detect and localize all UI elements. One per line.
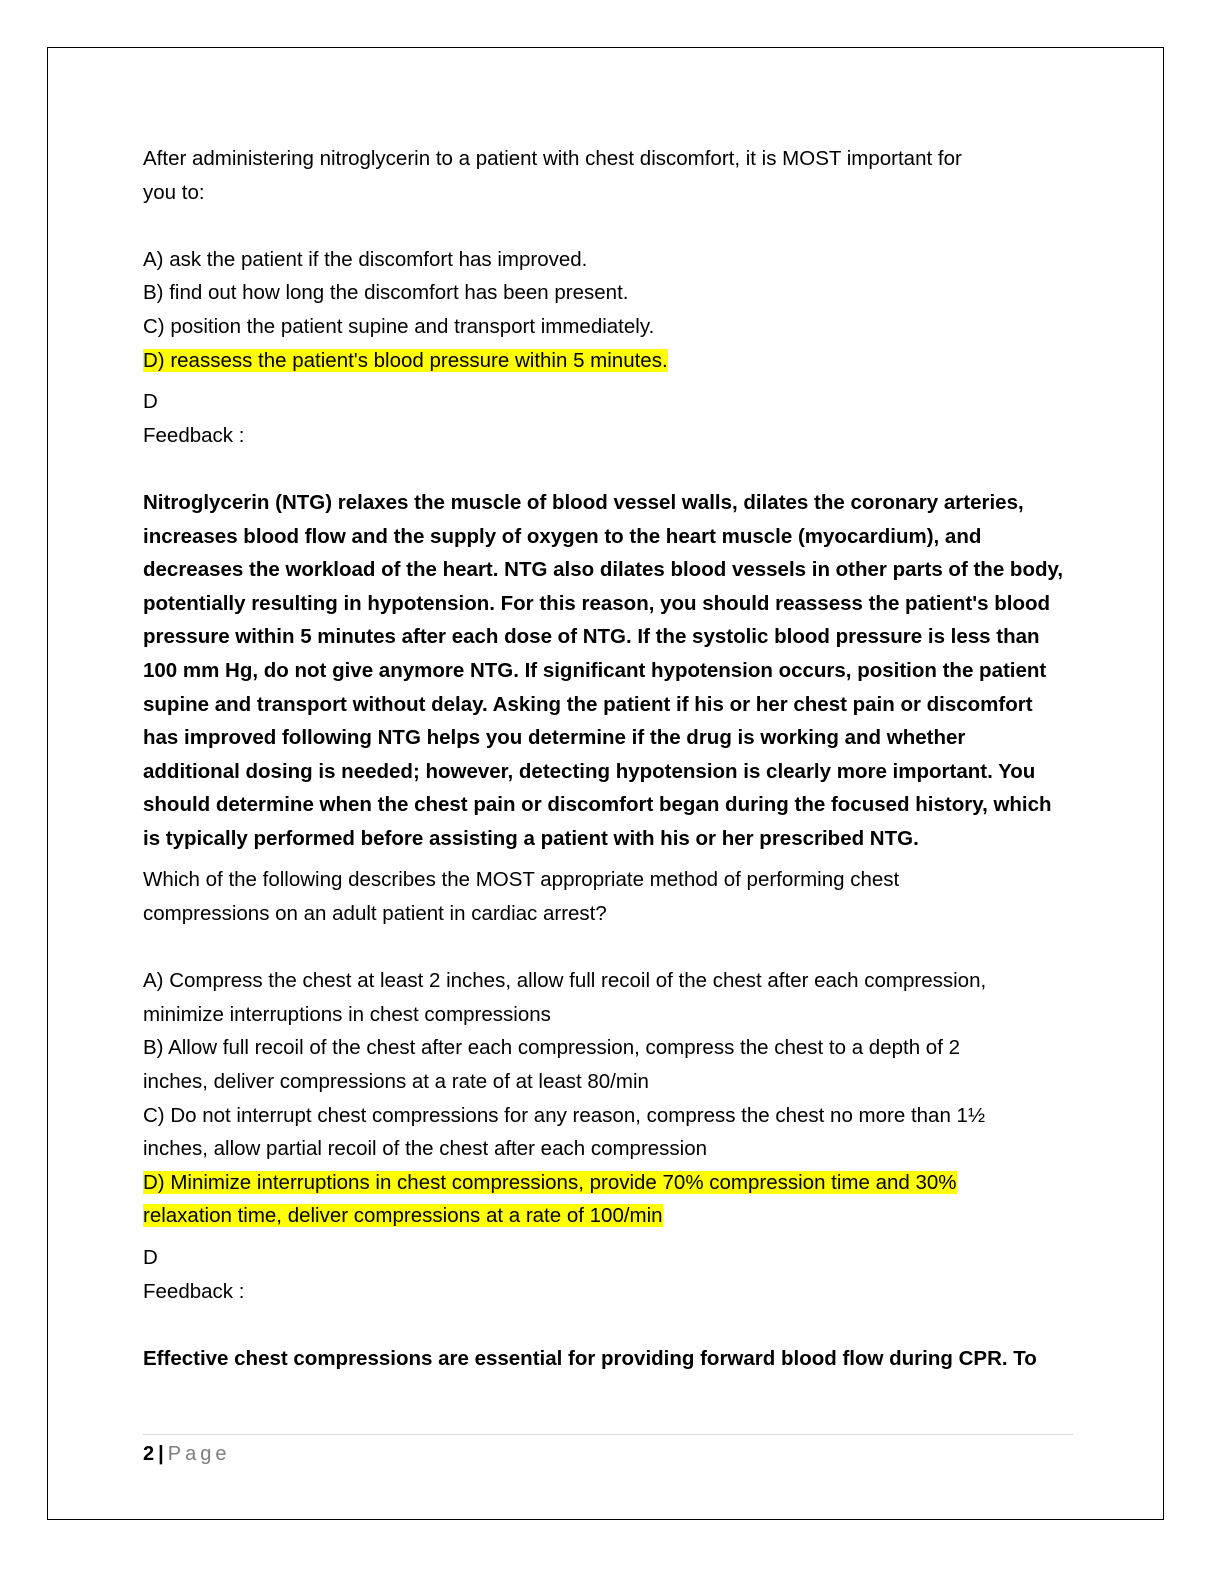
question-2-stem-line-2: compressions on an adult patient in cardiac arrest?	[143, 902, 607, 926]
feedback-line: increases blood flow and the supply of oxygen to the heart muscle (myocardium), and	[143, 524, 982, 548]
question-1-option-b: B) find out how long the discomfort has been present.	[143, 281, 629, 305]
question-1-stem-line-2: you to:	[143, 180, 205, 204]
feedback-line: supine and transport without delay. Asking the patient if his or her chest pain or discomfort	[143, 692, 1033, 716]
question-2-feedback-label: Feedback :	[143, 1279, 245, 1303]
question-2-option-d-correct-cont: relaxation time, deliver compressions at a rate of 100/min	[143, 1204, 663, 1228]
question-2-option-a-cont: minimize interruptions in chest compressions	[143, 1002, 551, 1026]
question-1-stem-line-1: After administering nitroglycerin to a patient with chest discomfort, it is MOST important for	[143, 147, 962, 170]
question-2-option-b: B) Allow full recoil of the chest after each compression, compress the chest to a depth of 2	[143, 1036, 960, 1060]
question-2-option-c: C) Do not interrupt chest compressions for any reason, compress the chest no more than 1½	[143, 1103, 986, 1127]
footer-divider	[143, 1434, 1073, 1435]
feedback-line: Effective chest compressions are essential for providing forward blood flow during CPR. To	[143, 1346, 1037, 1370]
footer-separator: |	[158, 1443, 164, 1465]
feedback-line: 100 mm Hg, do not give anymore NTG. If significant hypotension occurs, position the patient	[143, 658, 1047, 682]
question-1-feedback-label: Feedback :	[143, 423, 245, 447]
feedback-line: has improved following NTG helps you determine if the drug is working and whether	[143, 726, 966, 750]
page-footer	[143, 1441, 230, 1467]
question-2-stem-line-1: Which of the following describes the MOST appropriate method of performing chest	[143, 868, 900, 892]
feedback-line: potentially resulting in hypotension. For this reason, you should reassess the patient's blood	[143, 591, 1051, 615]
page-label: Page	[167, 1443, 231, 1465]
feedback-line: additional dosing is needed; however, detecting hypotension is clearly more important. You	[143, 759, 1036, 783]
question-2-feedback	[143, 1342, 1078, 1376]
question-2-option-d-correct: D) Minimize interruptions in chest compressions, provide 70% compression time and 30%	[143, 1170, 957, 1194]
feedback-line: decreases the workload of the heart. NTG also dilates blood vessels in other parts of the body,	[143, 558, 1064, 582]
question-1-option-d-correct: D) reassess the patient's blood pressure within 5 minutes.	[143, 348, 668, 372]
document-body	[143, 142, 1078, 1375]
question-1-answer: D	[143, 390, 158, 414]
page-number: 2	[143, 1443, 155, 1465]
question-1	[143, 142, 1078, 855]
question-2-option-a: A) Compress the chest at least 2 inches, allow full recoil of the chest after each compression,	[143, 969, 987, 993]
question-2	[143, 863, 1078, 1375]
question-1-option-c: C) position the patient supine and transport immediately.	[143, 314, 655, 338]
feedback-line: pressure within 5 minutes after each dose of NTG. If the systolic blood pressure is less than	[143, 625, 1040, 649]
feedback-line: should determine when the chest pain or discomfort began during the focused history, which	[143, 793, 1052, 817]
question-1-feedback	[143, 486, 1078, 856]
question-2-option-c-cont: inches, allow partial recoil of the chest after each compression	[143, 1137, 708, 1161]
feedback-line: is typically performed before assisting a patient with his or her prescribed NTG.	[143, 826, 919, 850]
question-2-answer: D	[143, 1246, 158, 1269]
question-1-option-a: A) ask the patient if the discomfort has improved.	[143, 247, 588, 271]
feedback-line: Nitroglycerin (NTG) relaxes the muscle of blood vessel walls, dilates the coronary arteries,	[143, 490, 1024, 514]
question-2-option-b-cont: inches, deliver compressions at a rate of at least 80/min	[143, 1070, 649, 1094]
